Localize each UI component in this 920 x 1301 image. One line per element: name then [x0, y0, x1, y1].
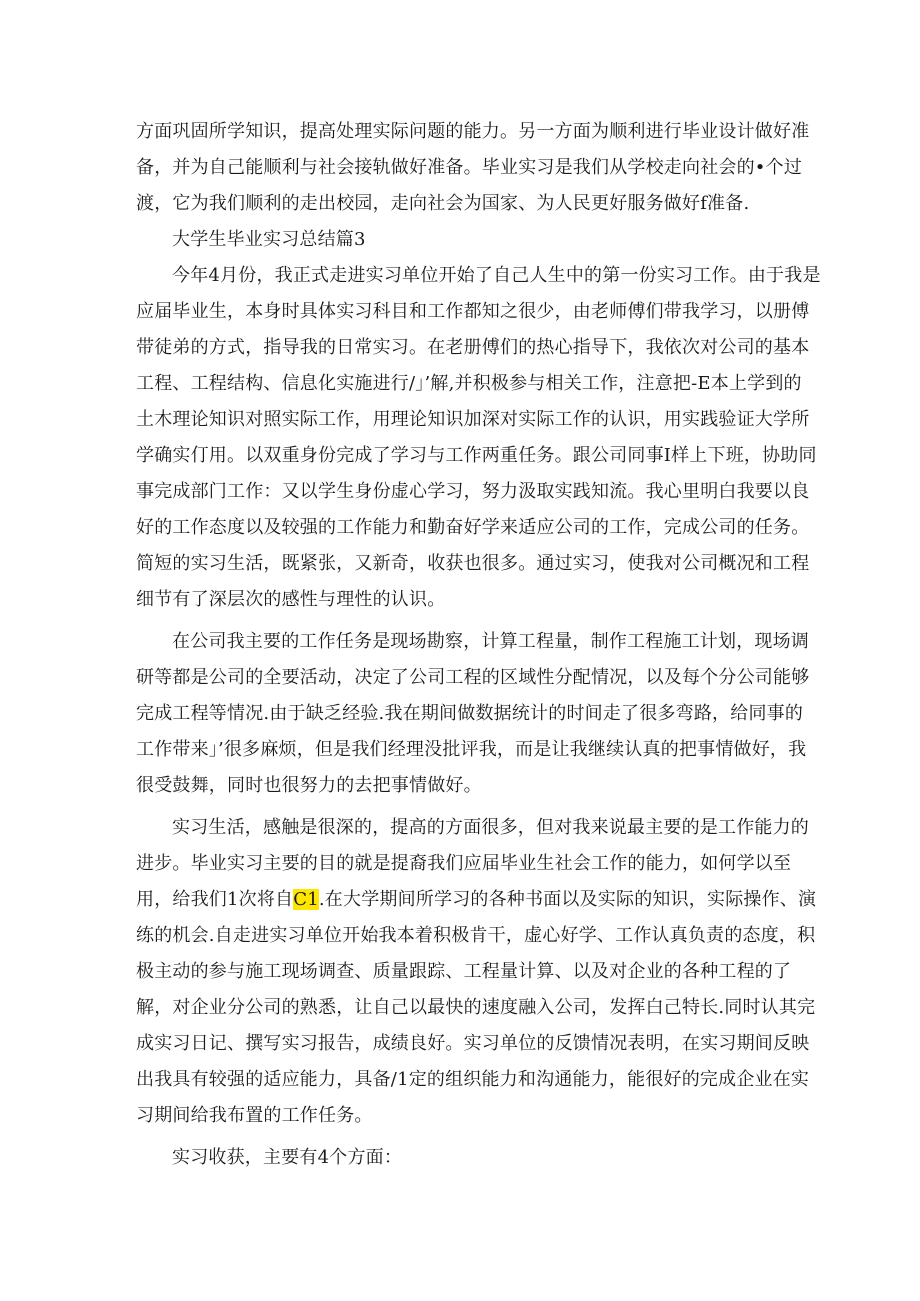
text-line: 解，对企业分公司的熟悉，让自己以最快的速度融入公司，发挥白己特长.同时认其完 — [136, 997, 816, 1018]
text-line: 出我具有较强的适应能力，具备/1定的组织能力和沟通能力，能很好的完成企业在实 — [136, 1069, 810, 1090]
text-line: 事完成部门工作：又以学生身份虚心学习，努力汲取实践知流。我心里明白我要以良 — [136, 481, 810, 502]
text-line: 学确实仃用。以双重身份完成了学习与工作两重任务。跟公司同事I样上下班，协助同 — [136, 445, 817, 466]
text-line: 进步。毕业实习主要的目的就是提裔我们应届毕业生社会工作的能力，如何学以至 — [136, 853, 792, 874]
text-line: 渡，它为我们顺利的走出校园，走向社会为国家、为人民更好服务做好f准备. — [136, 193, 750, 214]
text-line: 简短的实习生活，既紧张，又新奇，收获也很多。通过实习，使我对公司概况和工程 — [136, 553, 810, 574]
text-line: 应届毕业生，本身时具体实习科目和工作都知之很少，由老师傅们带我学习，以册傅 — [136, 301, 810, 322]
highlighted-text: C1 — [293, 889, 319, 910]
document-page — [136, 114, 821, 1176]
paragraph-2 — [136, 624, 810, 804]
text-line: 在公司我主要的工作任务是现场勘察，计算工程量，制作工程施工计划，现场调 — [172, 631, 809, 652]
section-title: 大学生毕业实习总结篇3 — [172, 229, 366, 250]
text-line: 工作带来」’很多麻烦，但是我们经理没批评我，而是让我继续认真的把事情做好，我 — [136, 739, 807, 760]
text-line: 方面巩固所学知识，提高处理实际问题的能力。另一方面为顺利进行毕业设计做好准 — [136, 121, 810, 142]
text-line: 极主动的参与施工现场调查、质量跟踪、工程量计算、以及对企业的各种工程的了 — [136, 961, 792, 982]
text-line: 工程、工程结构、信息化实施进行/」’解,并积极参与相关工作，注意把-E本上学到的 — [136, 373, 802, 394]
text-segment: 用，给我们1次将自 — [136, 889, 294, 910]
text-segment: .在大学期间所学习的各种书面以及实际的知识，实际操作、演 — [318, 889, 817, 910]
text-line: 练的机会.自走进实习单位开始我本着积极肯干，虚心好学、工作认真负责的态度，积 — [136, 925, 816, 946]
text-line: 完成工程等情况.由于缺乏经验.我在期间做数据统计的时间走了很多弯路，给同事的 — [136, 703, 804, 724]
text-line-with-highlight — [136, 882, 817, 918]
text-line: 研等都是公司的全要活动，决定了公司工程的区域性分配情况，以及每个分公司能够 — [136, 667, 810, 688]
closing-line: 实习收获，主要有4个方面： — [172, 1147, 403, 1168]
text-line: 今年4月份，我正式走进实习单位开始了自己人生中的第一份实习工作。由于我是 — [172, 265, 821, 286]
text-line: 实习生活，感触是很深的，提高的方面很多，但对我来说最主要的是工作能力的 — [172, 817, 809, 838]
text-line: 很受鼓舞，同时也很努力的去把事情做好。 — [136, 775, 482, 796]
text-line: 备，并为自己能顺利与社会接轨做好准备。毕业实习是我们从学校走向社会的•个过 — [136, 157, 803, 178]
text-line: 土木理论知识对照实际工作，用理论知识加深对实际工作的认识，用实践验证大学所 — [136, 409, 810, 430]
text-line: 习期间给我布置的工作任务。 — [136, 1105, 373, 1126]
paragraph-3 — [136, 810, 817, 1134]
text-line: 好的工作态度以及较强的工作能力和勤奋好学来适应公司的工作，完成公司的任务。 — [136, 517, 810, 538]
text-line: 成实习日记、撰写实习报告，成绩良好。实习单位的反馈情况表明，在实习期间反映 — [136, 1033, 810, 1054]
text-line: 细节有了深层次的感性与理性的认识。 — [136, 589, 446, 610]
paragraph-1 — [136, 258, 821, 618]
intro-paragraph — [136, 114, 810, 222]
text-line: 带徒弟的方式，指导我的日常实习。在老册傅们的热心指导下，我依次对公司的基本 — [136, 337, 810, 358]
